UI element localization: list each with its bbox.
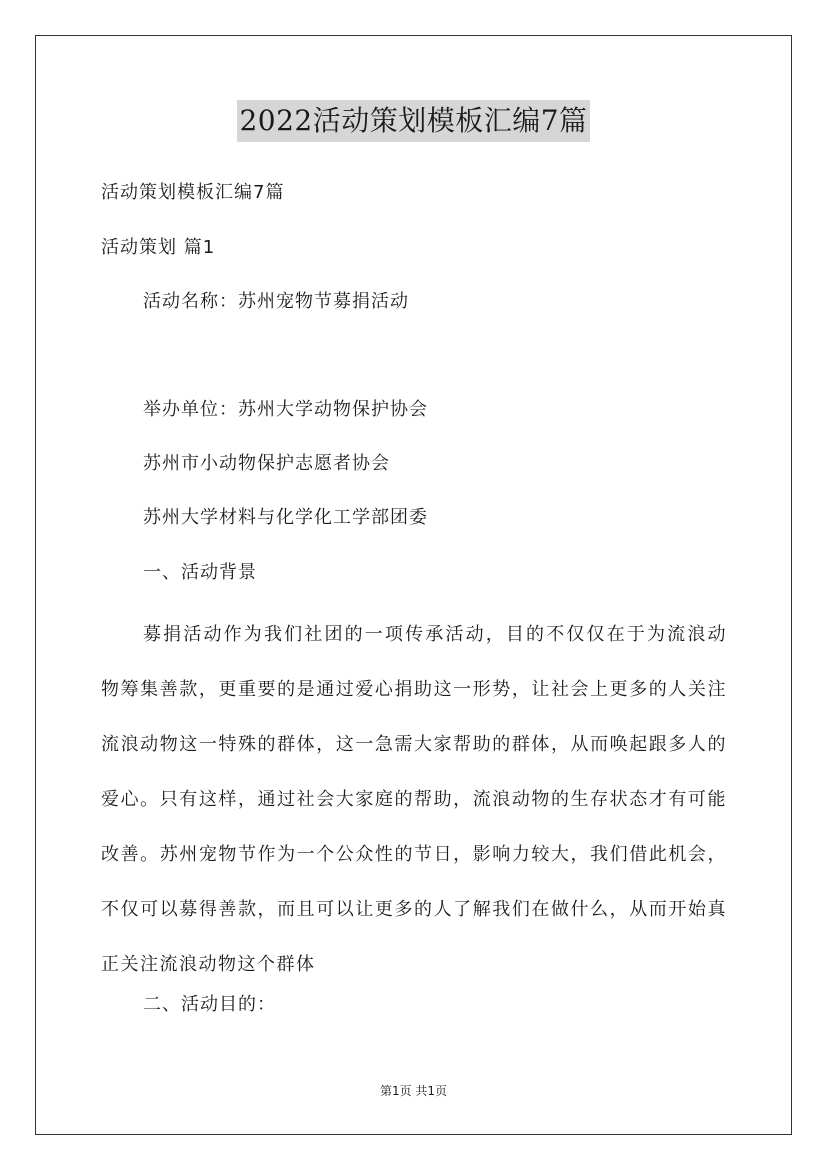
page-footer: 第1页 共1页 <box>379 1084 448 1098</box>
organizer-line: 举办单位：苏州大学动物保护协会 <box>143 399 428 420</box>
activity-name: 活动名称：苏州宠物节募捐活动 <box>143 291 409 312</box>
heading-purpose: 二、活动目的： <box>143 994 276 1015</box>
section-heading: 活动策划 篇1 <box>101 237 216 258</box>
organizer-line-2: 苏州市小动物保护志愿者协会 <box>143 453 390 474</box>
document-subtitle: 活动策划模板汇编7篇 <box>101 182 285 203</box>
background-paragraph: 募捐活动作为我们社团的一项传承活动，目的不仅仅在于为流浪动物筹集善款，更重要的是通过爱心捐助这一形势，让社会上更多的人关注流浪动物这一特殊的群体，这一急需大家帮助的群体，从而唤起跟多人的爱心。只有这样，通过社会大家庭的帮助，流浪动物的生存状态才有可能改善。苏州宠物节作为一个公众性的节日，影响力较大，我们借此机会，不仅可以募得善款，而且可以让更多的人了解我们在做什么，从而开始真正关注流浪动物这个群体 <box>101 624 727 975</box>
organizer-line-3: 苏州大学材料与化学化工学部团委 <box>143 507 428 528</box>
document-title: 2022活动策划模板汇编7篇 <box>237 100 589 142</box>
document-title-wrapper <box>0 100 827 142</box>
heading-background: 一、活动背景 <box>143 562 257 583</box>
